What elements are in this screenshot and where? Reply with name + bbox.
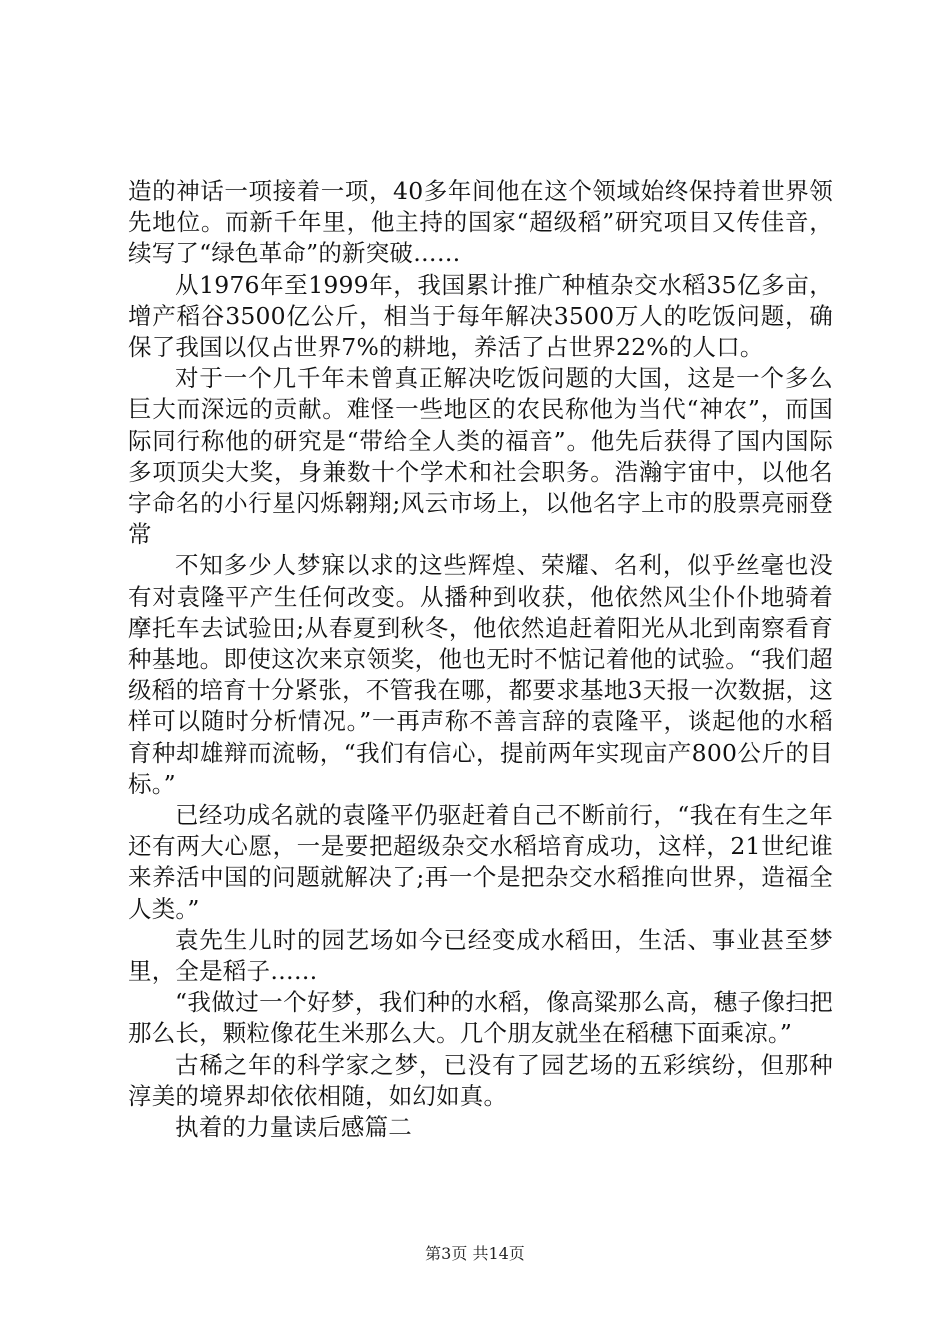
paragraph-3: 对于一个几千年未曾真正解决吃饭问题的大国，这是一个多么巨大而深远的贡献。难怪一些地区的农民称他为当代“神农”，而国际同行称他的研究是“带给全人类的福音”。他先后获得了国内国际多项顶尖大奖，身兼数十个学术和社会职务。浩瀚宇宙中，以他名字命名的小行星闪烁翱翔;风云市场上，以他名字上市的股票亮丽登常 xyxy=(128,364,833,549)
paragraph-7: “我做过一个好梦，我们种的水稻，像高粱那么高，穗子像扫把那么长，颗粒像花生米那么大。几个朋友就坐在稻穗下面乘凉。” xyxy=(128,988,833,1048)
paragraph-5: 已经功成名就的袁隆平仍驱赶着自己不断前行，“我在有生之年还有两大心愿，一是要把超级杂交水稻培育成功，这样，21世纪谁来养活中国的问题就解决了;再一个是把杂交水稻推向世界，造福全人类。” xyxy=(128,801,833,923)
page-number-footer: 第3页 共14页 xyxy=(425,1244,525,1263)
paragraph-1: 造的神话一项接着一项，40多年间他在这个领域始终保持着世界领先地位。而新千年里，他主持的国家“超级稻”研究项目又传佳音，续写了“绿色革命”的新突破…… xyxy=(128,177,833,268)
paragraph-2: 从1976年至1999年，我国累计推广种植杂交水稻35亿多亩，增产稻谷3500亿公斤，相当于每年解决3500万人的吃饭问题，确保了我国以仅占世界7%的耕地，养活了占世界22%的人口。 xyxy=(128,270,833,362)
section-heading: 执着的力量读后感篇二 xyxy=(175,1113,412,1142)
paragraph-8: 古稀之年的科学家之梦，已没有了园艺场的五彩缤纷，但那种淳美的境界却依依相随，如幻如真。 xyxy=(128,1050,833,1110)
document-body xyxy=(128,176,833,1143)
paragraph-6: 袁先生儿时的园艺场如今已经变成水稻田，生活、事业甚至梦里，全是稻子…… xyxy=(128,925,833,986)
paragraph-4: 不知多少人梦寐以求的这些辉煌、荣耀、名利，似乎丝毫也没有对袁隆平产生任何改变。从播种到收获，他依然风尘仆仆地骑着摩托车去试验田;从春夏到秋冬，他依然追赶着阳光从北到南察看育种基地。即使这次来京领奖，他也无时不惦记着他的试验。“我们超级稻的培育十分紧张，不管我在哪，都要求基地3天报一次数据，这样可以随时分析情况。”一再声称不善言辞的袁隆平，谈起他的水稻育种却雄辩而流畅，“我们有信心，提前两年实现亩产800公斤的目标。” xyxy=(128,551,833,798)
